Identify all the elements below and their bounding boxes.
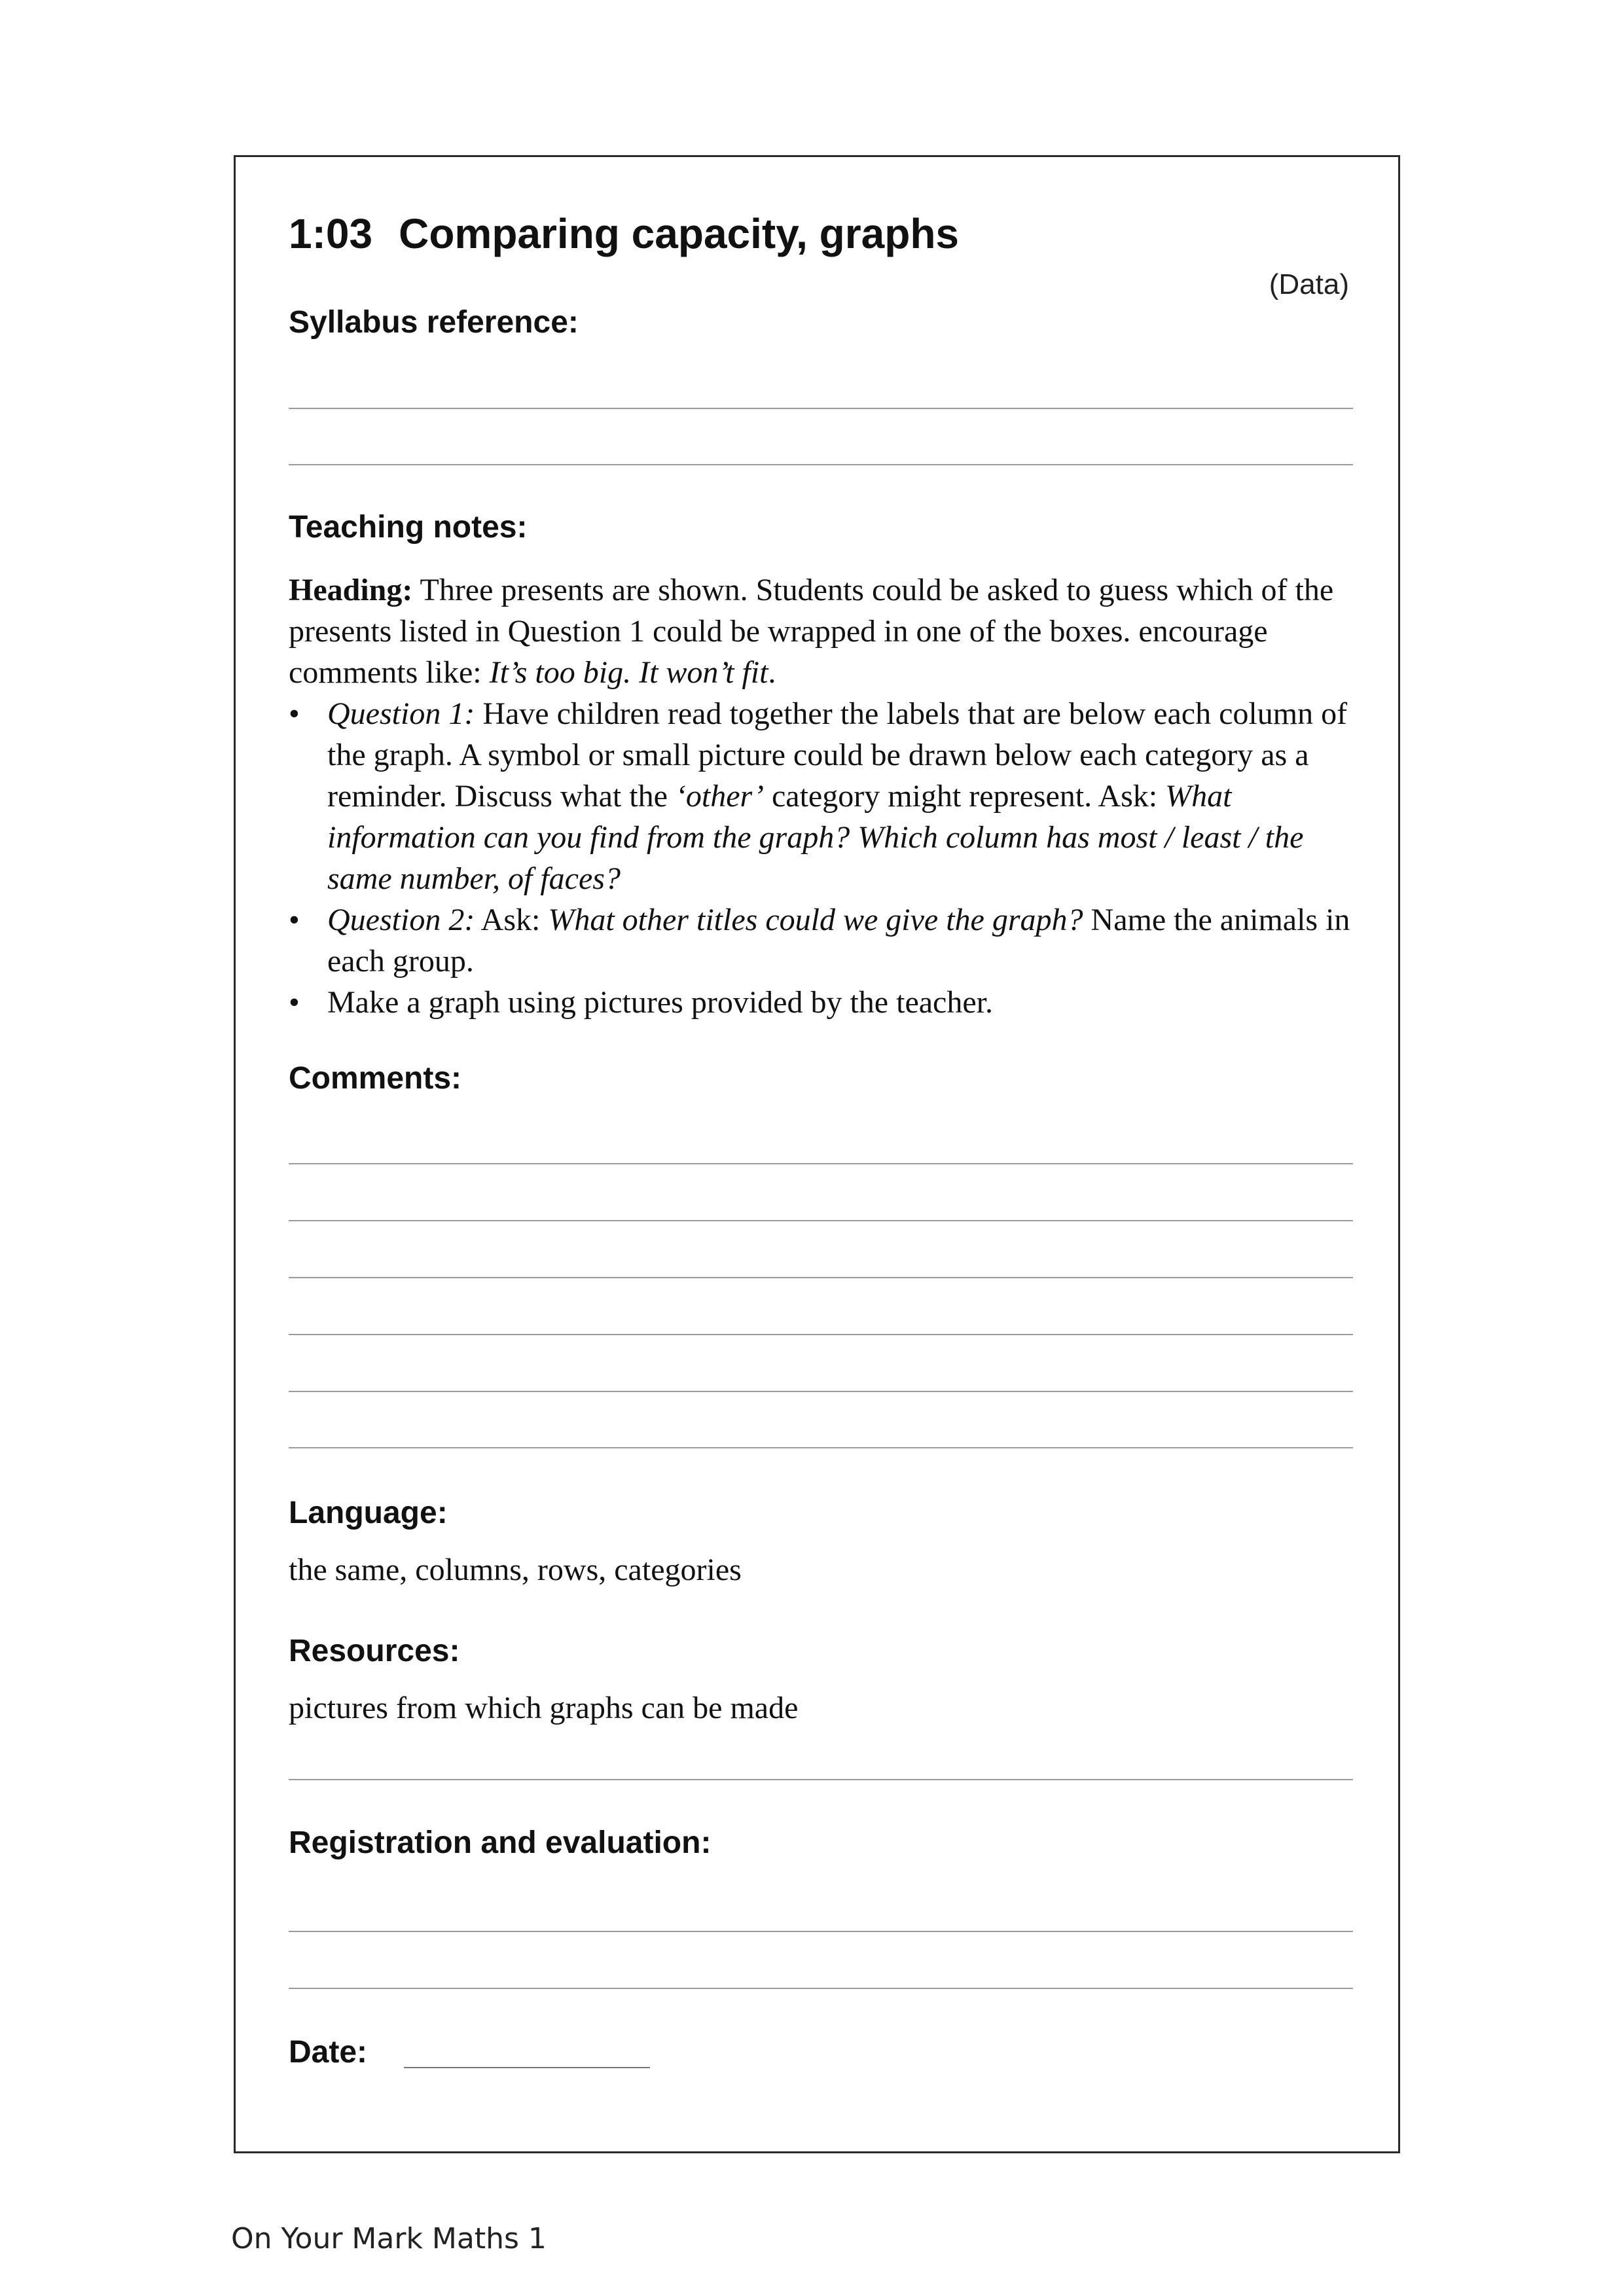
date-line bbox=[404, 2067, 650, 2068]
comments-line-6 bbox=[289, 1447, 1353, 1448]
resources-text: pictures from which graphs can be made bbox=[289, 1691, 799, 1725]
bullet2-text2: Name the animals in each group. bbox=[327, 903, 1350, 978]
bullet1-label: Question 1: bbox=[327, 696, 475, 731]
lesson-title: Comparing capacity, graphs bbox=[399, 210, 959, 257]
lesson-number: 1:03 bbox=[289, 210, 373, 257]
date-heading: Date: bbox=[289, 2035, 368, 2070]
bullet1-other: ‘other’ bbox=[675, 779, 764, 814]
bullet1-text: Have children read together the labels that are below each column of the graph. A symbol or small picture could be drawn below each category as a reminder. Discuss what the bbox=[327, 696, 1348, 814]
bullet1-ask: What information can you find from the graph? Which column has most / least / the same number, of faces? bbox=[327, 779, 1304, 896]
bullet-make-graph: • Make a graph using pictures provided by the teacher. bbox=[289, 982, 1362, 1023]
comments-line-2 bbox=[289, 1220, 1353, 1221]
teaching-notes-body bbox=[289, 569, 1362, 1023]
intro-end: . bbox=[768, 655, 776, 690]
footer-book-title: On Your Mark Maths 1 bbox=[231, 2222, 547, 2255]
language-heading: Language: bbox=[289, 1496, 448, 1530]
syllabus-line-1 bbox=[289, 408, 1353, 409]
comments-line-5 bbox=[289, 1391, 1353, 1392]
teaching-bullets bbox=[289, 693, 1362, 1023]
bullet2-label: Question 2: bbox=[327, 903, 475, 937]
bullet1-text2: category might represent. Ask: bbox=[763, 779, 1166, 814]
resources-heading: Resources: bbox=[289, 1634, 460, 1668]
language-text: the same, columns, rows, categories bbox=[289, 1552, 742, 1587]
teaching-notes-heading: Teaching notes: bbox=[289, 510, 528, 545]
resources-line bbox=[289, 1779, 1353, 1780]
bullet-question-2 bbox=[289, 899, 1362, 982]
teaching-intro bbox=[289, 569, 1362, 693]
bullet2-ask: What other titles could we give the graph? bbox=[548, 903, 1083, 937]
comments-line-4 bbox=[289, 1334, 1353, 1335]
registration-heading: Registration and evaluation: bbox=[289, 1825, 712, 1860]
comments-heading: Comments: bbox=[289, 1061, 462, 1096]
page-title bbox=[289, 209, 959, 258]
registration-line-1 bbox=[289, 1931, 1353, 1932]
syllabus-line-2 bbox=[289, 464, 1353, 465]
comments-line-3 bbox=[289, 1277, 1353, 1278]
intro-italic: It’s too big. It won’t fit bbox=[489, 655, 768, 690]
intro-bold: Heading: bbox=[289, 573, 413, 607]
syllabus-heading: Syllabus reference: bbox=[289, 305, 579, 340]
worksheet-frame bbox=[234, 155, 1400, 2153]
bullet2-text: Ask: bbox=[475, 903, 549, 937]
registration-line-2 bbox=[289, 1988, 1353, 1989]
topic-label: (Data) bbox=[1269, 268, 1349, 300]
comments-line-1 bbox=[289, 1163, 1353, 1164]
bullet-question-1 bbox=[289, 693, 1362, 899]
intro-text: Three presents are shown. Students could be asked to guess which of the presents listed in Question 1 could be wrapped in one of the boxes. encourage comments like: bbox=[289, 573, 1334, 690]
